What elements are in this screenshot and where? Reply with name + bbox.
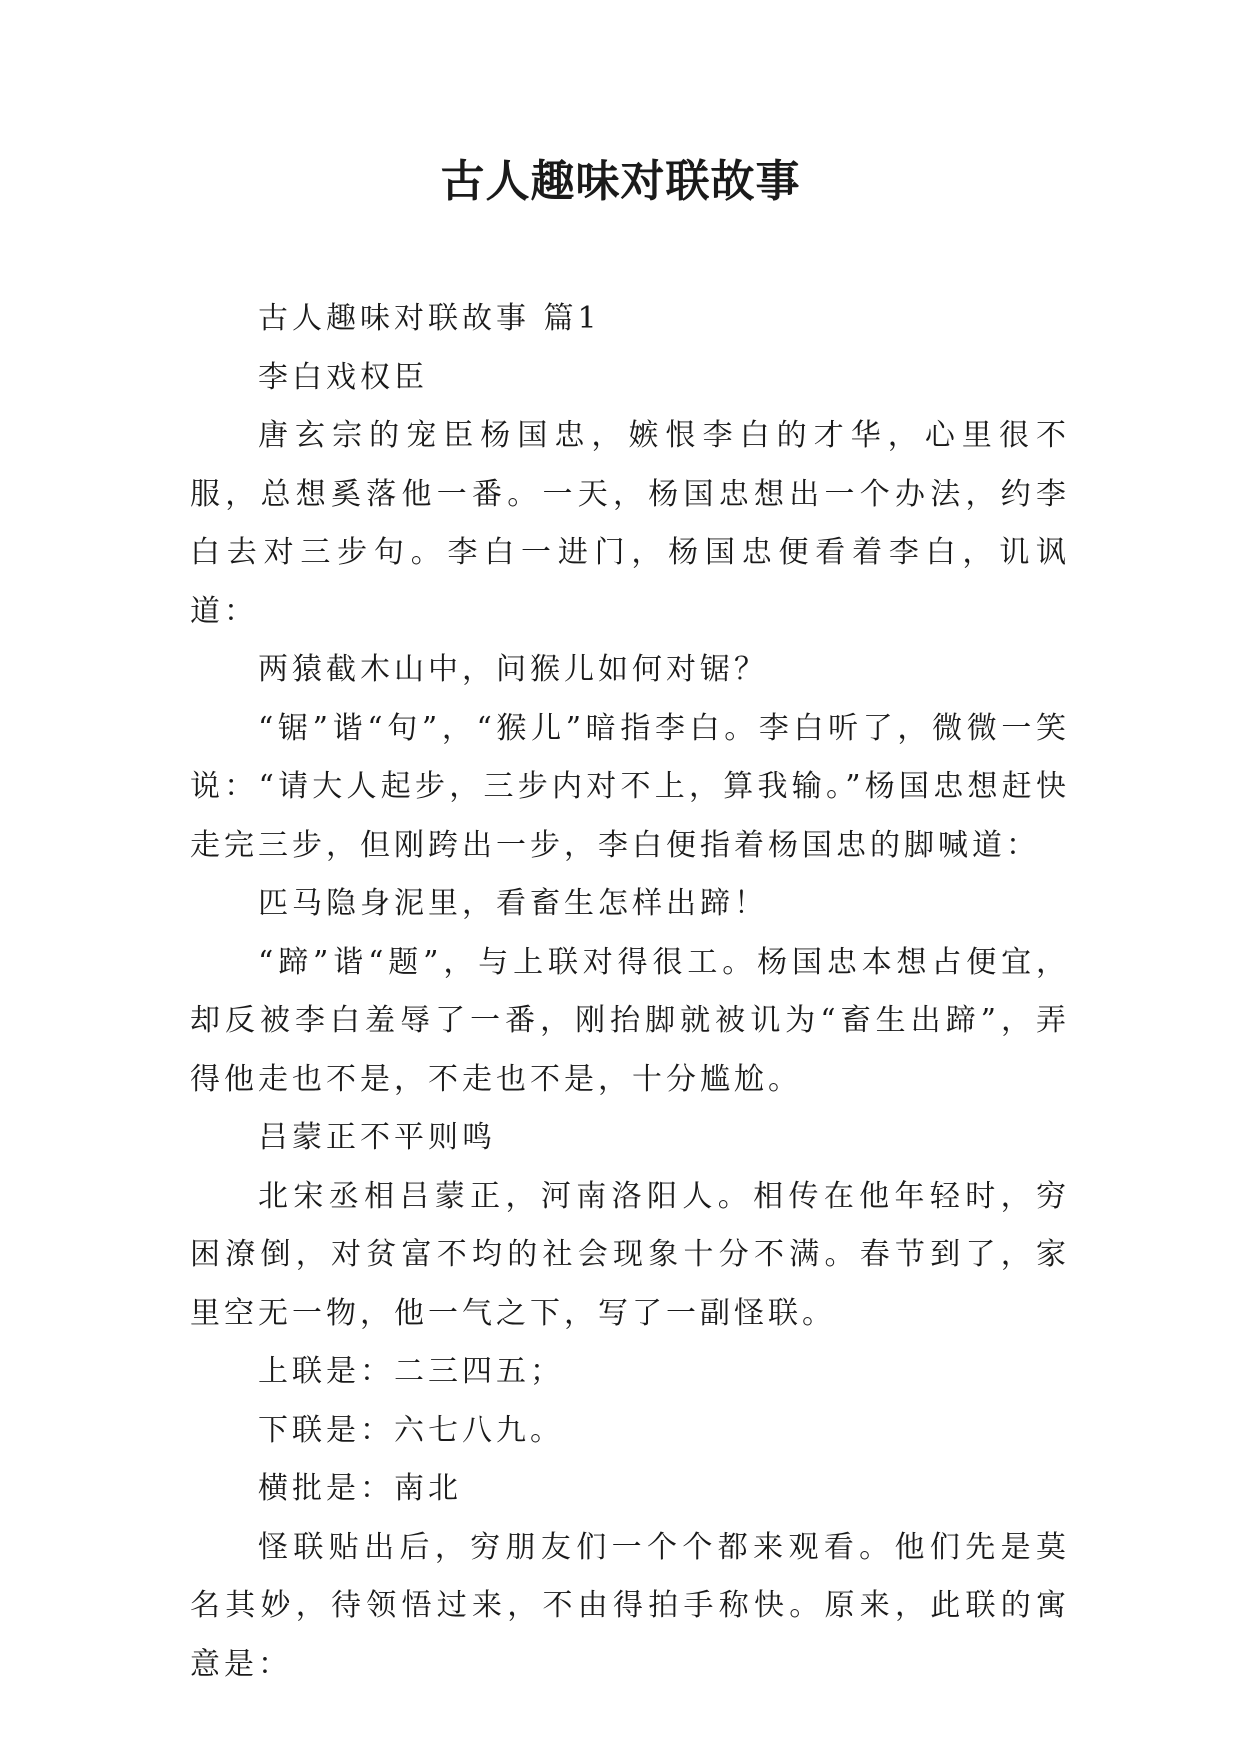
story-title: 李白戏权臣: [258, 359, 428, 395]
couplet-line: 下联是：六七八九。: [258, 1412, 564, 1448]
paragraph: 怪联贴出后，穷朋友们一个个都来观看。他们先是莫名其妙，待领悟过来，不由得拍手称快。原来，此联的寓意是：: [190, 1529, 1070, 1682]
couplet-line: 上联是：二三四五；: [258, 1354, 564, 1389]
paragraph: 北宋丞相吕蒙正，河南洛阳人。相传在他年轻时，穷困潦倒，对贫富不均的社会现象十分不满。春节到了，家里空无一物，他一气之下，写了一副怪联。: [190, 1178, 1070, 1331]
couplet-line: 匹马隐身泥里，看畜生怎样出蹄！: [258, 886, 768, 921]
couplet-line: 两猿截木山中，问猴儿如何对锯？: [258, 652, 768, 687]
document-title: 古人趣味对联故事: [440, 156, 801, 207]
document-body: [190, 290, 1070, 1694]
couplet-line: 横批是：南北: [258, 1471, 462, 1506]
story-title: 吕蒙正不平则鸣: [258, 1120, 496, 1155]
paragraph: “锯”谐“句”，“猴儿”暗指李白。李白听了，微微一笑说：“请大人起步，三步内对不上，算我输。”杨国忠想赶快走完三步，但刚跨出一步，李白便指着杨国忠的脚喊道：: [190, 710, 1070, 863]
paragraph: “蹄”谐“题”，与上联对得很工。杨国忠本想占便宜，却反被李白羞辱了一番，刚抬脚就被讥为“畜生出蹄”，弄得他走也不是，不走也不是，十分尴尬。: [190, 944, 1070, 1097]
paragraph: 唐玄宗的宠臣杨国忠，嫉恨李白的才华，心里很不服，总想奚落他一番。一天，杨国忠想出一个办法，约李白去对三步句。李白一进门，杨国忠便看着李白，讥讽道：: [190, 418, 1070, 629]
section-heading: 古人趣味对联故事 篇1: [258, 301, 601, 336]
